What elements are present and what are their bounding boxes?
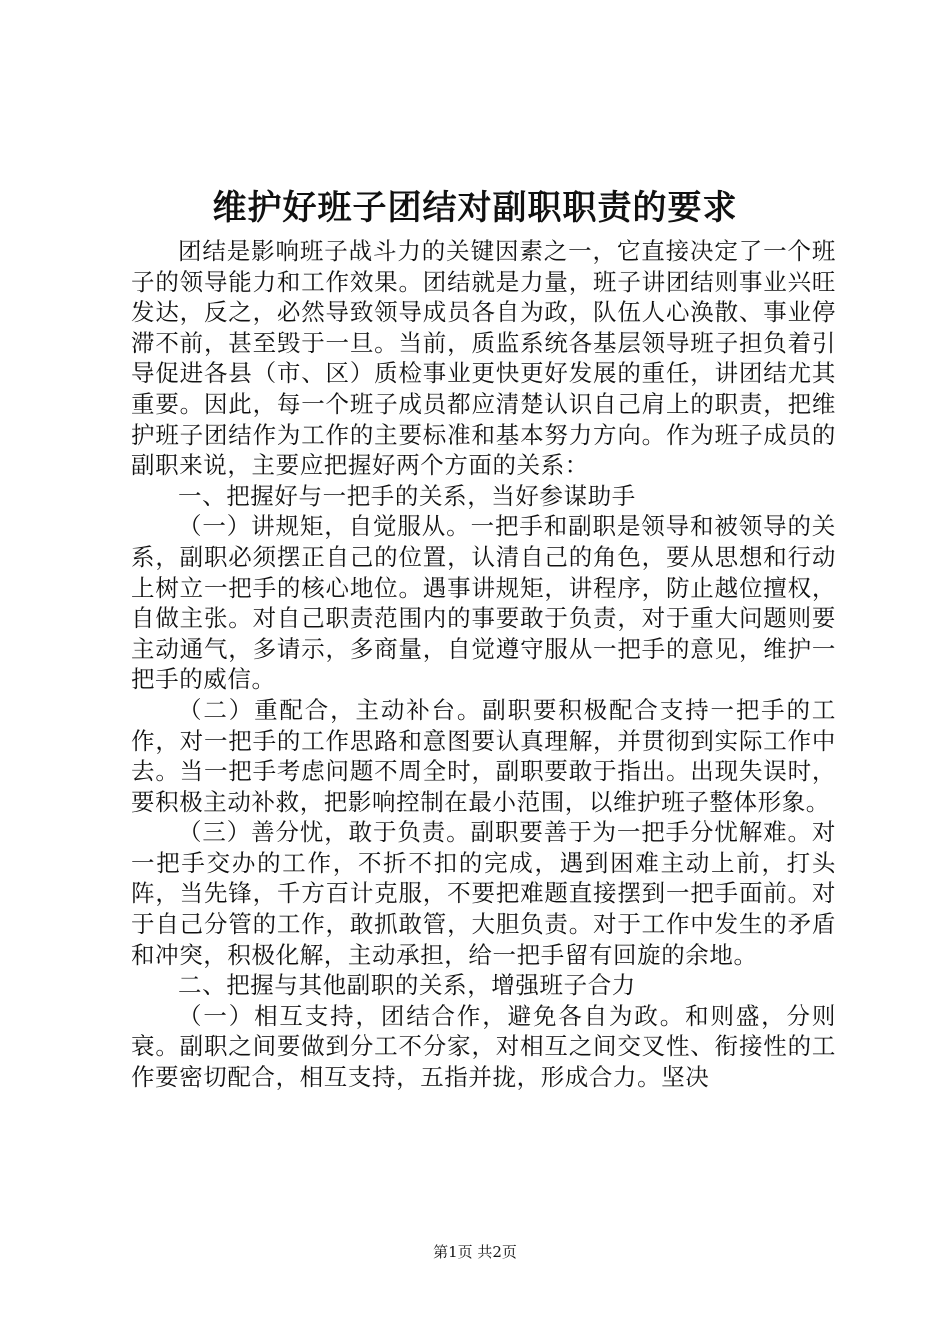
paragraph-1-3: （三）善分忧，敢于负责。副职要善于为一把手分忧解难。对一把手交办的工作，不折不扣的完成，遇到困难主动上前，打头阵，当先锋，千方百计克服，不要把难题直接摆到一把手面前。对于自己分管的工作，敢抓敢管，大胆负责。对于工作中发生的矛盾和冲突，积极化解，主动承担，给一把手留有回旋的余地。 <box>131 818 836 969</box>
section-heading-1: 一、把握好与一把手的关系，当好参谋助手 <box>178 481 636 510</box>
document-body <box>131 236 836 1093</box>
paragraph-1-1: （一）讲规矩，自觉服从。一把手和副职是领导和被领导的关系，副职必须摆正自己的位置，认清自己的角色，要从思想和行动上树立一把手的核心地位。遇事讲规矩，讲程序，防止越位擅权，自做主张。对自己职责范围内的事要敢于负责，对于重大问题则要主动通气，多请示，多商量，自觉遵守服从一把手的意见，维护一把手的威信。 <box>131 512 836 694</box>
paragraph-intro: 团结是影响班子战斗力的关键因素之一，它直接决定了一个班子的领导能力和工作效果。团结就是力量，班子讲团结则事业兴旺发达，反之，必然导致领导成员各自为政，队伍人心涣散、事业停滞不前，甚至毁于一旦。当前，质监系统各基层领导班子担负着引导促进各县（市、区）质检事业更快更好发展的重任，讲团结尤其重要。因此，每一个班子成员都应清楚认识自己肩上的职责，把维护班子团结作为工作的主要标准和基本努力方向。作为班子成员的副职来说，主要应把握好两个方面的关系： <box>131 237 836 480</box>
paragraph-2-1: （一）相互支持，团结合作，避免各自为政。和则盛，分则衰。副职之间要做到分工不分家，对相互之间交叉性、衔接性的工作要密切配合，相互支持，五指并拢，形成合力。坚决 <box>131 1001 836 1092</box>
section-heading-2: 二、把握与其他副职的关系，增强班子合力 <box>178 971 636 1000</box>
document-title: 维护好班子团结对副职职责的要求 <box>212 188 738 228</box>
paragraph-1-2: （二）重配合，主动补台。副职要积极配合支持一把手的工作，对一把手的工作思路和意图要认真理解，并贯彻到实际工作中去。当一把手考虑问题不周全时，副职要敢于指出。出现失误时，要积极主动补救，把影响控制在最小范围，以维护班子整体形象。 <box>131 695 836 816</box>
page-number-footer: 第1页 共2页 <box>433 1243 517 1261</box>
